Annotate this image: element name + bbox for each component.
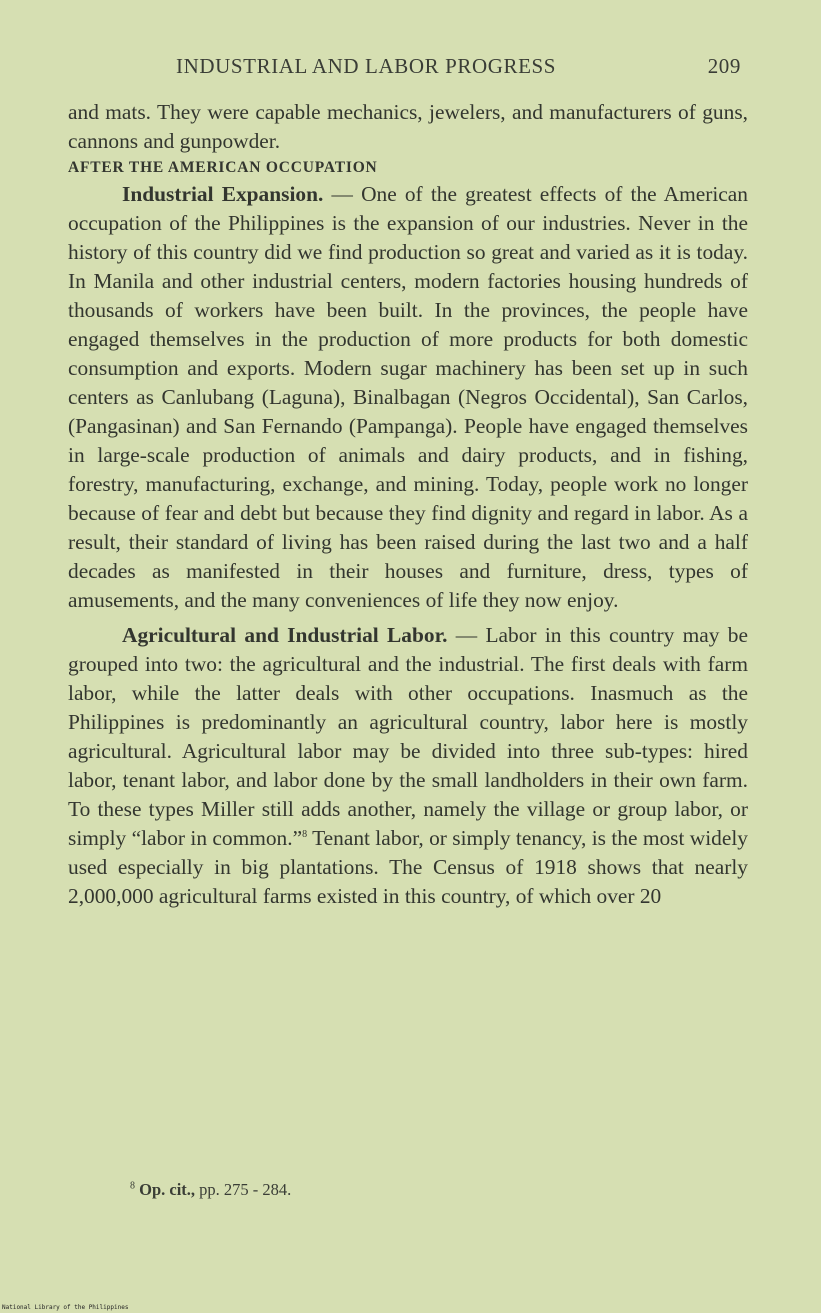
running-head xyxy=(176,54,741,84)
run-in-heading: Agricultural and Industrial Labor. xyxy=(122,623,448,647)
page-number: 209 xyxy=(707,54,741,78)
body-text xyxy=(68,98,748,911)
footnote-lead: Op. cit., xyxy=(139,1180,196,1199)
footnote-marker: 8 xyxy=(130,1180,135,1192)
paragraph-industrial-expansion xyxy=(68,180,748,615)
paragraph-agricultural-labor xyxy=(68,621,748,911)
footnote-reference: 8 xyxy=(302,828,308,840)
running-title: INDUSTRIAL AND LABOR PROGRESS xyxy=(176,54,557,78)
footnote-text: pp. 275 - 284. xyxy=(195,1180,292,1199)
paragraph-text: — Labor in this country may be grouped into two: the agricultural and the industrial. The first deals with farm labor, while the latter deals with other occupations. Inasmuch as the Philippines is predominantly an agricultural country, labor here is mostly agricultural. Agricultural labor may be divided into three sub-types: hired labor, tenant labor, and labor done by the small landholders in their own farm. To these types Miller still adds another, namely the village or group labor, or simply “labor in common.” xyxy=(68,623,748,850)
paragraph-continued: and mats. They were capable mechanics, jewelers, and manufacturers of guns, cannons and gunpowder. xyxy=(68,100,748,153)
paragraph-text: Tenant labor, or simply tenancy, is the most widely used especially in big plantations. The Census of 1918 shows that nearly 2,000,000 agricultural farms existed in this country, of which over 20 xyxy=(68,826,748,908)
library-watermark: National Library of the Philippines xyxy=(2,1304,129,1311)
footnote xyxy=(130,1180,291,1200)
section-heading: AFTER THE AMERICAN OCCUPATION xyxy=(68,159,378,176)
paragraph-text: — One of the greatest effects of the American occupation of the Philippines is the expansion of our industries. Never in the history of this country did we find production so great and varied as it is today. In Manila and other industrial centers, modern factories housing hundreds of thousands of workers have been built. In the provinces, the people have engaged themselves in the production of more products for both domestic consumption and exports. Modern sugar machinery has been set up in such centers as Canlubang (Laguna), Binalbagan (Negros Occidental), San Carlos, (Pangasinan) and San Fernando (Pampanga). People have engaged themselves in large-scale production of animals and dairy products, and in fishing, forestry, manufacturing, exchange, and mining. Today, people work no longer because of fear and debt but because they find dignity and regard in labor. As a result, their standard of living has been raised during the last two and a half decades as manifested in their houses and furniture, dress, types of amusements, and the many conveniences of life they now enjoy. xyxy=(68,182,748,612)
run-in-heading: Industrial Expansion. xyxy=(122,182,324,206)
